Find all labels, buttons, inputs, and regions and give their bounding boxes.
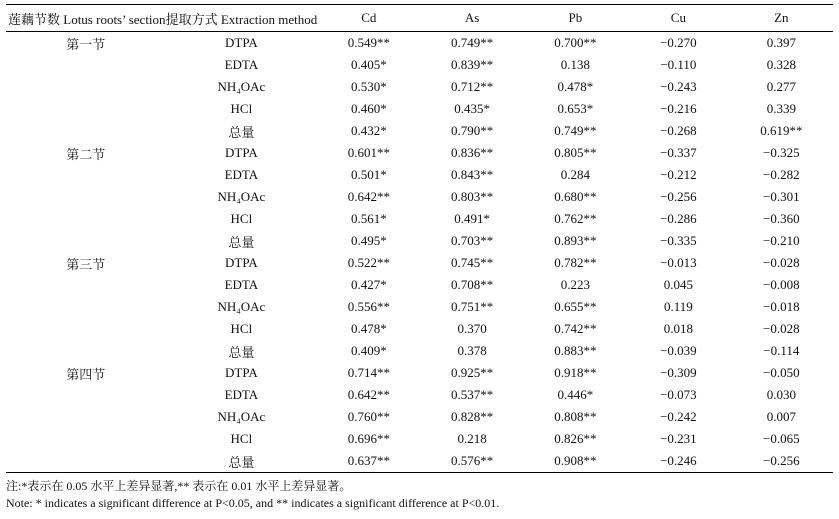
cell-zn: −0.065	[763, 431, 800, 446]
cell-cd: 0.760**	[347, 409, 390, 424]
table-row	[6, 450, 833, 473]
cell-cd: 0.501*	[350, 167, 387, 182]
cell-cu: −0.268	[660, 123, 697, 138]
table-row	[6, 384, 833, 406]
table-row	[6, 76, 833, 98]
cell-zn: −0.028	[763, 321, 800, 336]
cell-zn: 0.397	[766, 35, 796, 50]
header-cd: Cd	[317, 5, 420, 32]
cell-as: 0.836**	[451, 145, 494, 160]
cell-cu: −0.073	[660, 387, 697, 402]
cell-cd: 0.642**	[347, 189, 390, 204]
cell-as: 0.708**	[451, 277, 494, 292]
cell-zn: −0.256	[763, 453, 800, 468]
cell-as: 0.828**	[451, 409, 494, 424]
cell-as: 0.576**	[451, 453, 494, 468]
cell-as: 0.703**	[451, 233, 494, 248]
cell-zn: −0.018	[763, 299, 800, 314]
cell-pb: 0.762**	[554, 211, 597, 226]
cell-cd: 0.530*	[350, 79, 387, 94]
table-row	[6, 296, 833, 318]
table-row	[6, 274, 833, 296]
note-english: Note: * indicates a significant difference at P<0.05, and ** indicates a significant difference at P<0.01.	[6, 496, 500, 510]
cell-pb: 0.284	[560, 167, 591, 182]
cell-cd: 0.478*	[350, 321, 387, 336]
cell-cu: −0.212	[660, 167, 697, 182]
cell-section	[6, 186, 166, 208]
cell-pb: 0.655**	[554, 299, 597, 314]
cell-section	[6, 428, 166, 450]
cell-cu: 0.045	[663, 277, 693, 292]
cell-section	[6, 340, 166, 362]
cell-zn: 0.277	[766, 79, 796, 94]
cell-pb: 0.680**	[554, 189, 597, 204]
cell-cu: −0.231	[660, 431, 697, 446]
table-row	[6, 252, 833, 274]
cell-zn: 0.007	[766, 409, 796, 424]
table-row	[6, 98, 833, 120]
cell-method: HCl	[230, 321, 253, 336]
cell-section	[6, 76, 166, 98]
cell-as: 0.218	[457, 431, 487, 446]
header-pb: Pb	[524, 5, 627, 32]
cell-zn: −0.050	[763, 365, 800, 380]
cell-pb: 0.918**	[554, 365, 597, 380]
cell-section	[6, 384, 166, 406]
cell-method: NH₄OAc	[217, 299, 266, 314]
cell-pb: 0.478*	[557, 79, 594, 94]
cell-as: 0.435*	[454, 101, 490, 116]
cell-zn: 0.328	[766, 57, 796, 72]
cell-cu: 0.119	[663, 299, 693, 314]
cell-method: HCl	[230, 101, 253, 116]
cell-cd: 0.696**	[347, 431, 390, 446]
cell-section	[6, 230, 166, 252]
cell-cu: −0.039	[660, 343, 697, 358]
cell-cu: 0.018	[663, 321, 693, 336]
cell-cd: 0.495*	[350, 233, 387, 248]
cell-method: EDTA	[224, 167, 259, 182]
table-body	[6, 32, 833, 473]
cell-cd: 0.561*	[350, 211, 387, 226]
header-method: 提取方式 Extraction method	[166, 5, 318, 32]
cell-section	[6, 450, 166, 473]
table-row	[6, 164, 833, 186]
cell-section: 第三节	[66, 256, 106, 272]
cell-zn: −0.114	[763, 343, 800, 358]
cell-zn: 0.030	[766, 387, 796, 402]
table-row	[6, 186, 833, 208]
cell-cd: 0.427*	[350, 277, 387, 292]
cell-zn: 0.619**	[760, 123, 803, 138]
cell-pb: 0.826**	[554, 431, 597, 446]
cell-section	[6, 274, 166, 296]
cell-zn: −0.210	[763, 233, 800, 248]
cell-method: 总量	[228, 234, 255, 250]
cell-pb: 0.782**	[554, 255, 597, 270]
cell-pb: 0.138	[560, 57, 591, 72]
header-cu: Cu	[627, 5, 730, 32]
note-chinese: 注:*表示在 0.05 水平上差异显著,** 表示在 0.01 水平上差异显著。	[6, 479, 352, 493]
cell-cd: 0.642**	[347, 387, 390, 402]
cell-method: HCl	[230, 211, 253, 226]
cell-cu: −0.256	[660, 189, 697, 204]
cell-cu: −0.243	[660, 79, 697, 94]
cell-as: 0.537**	[451, 387, 494, 402]
table-row	[6, 318, 833, 340]
cell-cd: 0.409*	[350, 343, 387, 358]
cell-section	[6, 120, 166, 142]
header-as: As	[420, 5, 523, 32]
cell-method: DTPA	[225, 255, 258, 270]
cell-cd: 0.432*	[350, 123, 387, 138]
cell-cu: −0.242	[660, 409, 697, 424]
cell-zn: 0.339	[766, 101, 796, 116]
table-row	[6, 362, 833, 384]
cell-as: 0.790**	[451, 123, 494, 138]
cell-section	[6, 54, 166, 76]
table-row	[6, 120, 833, 142]
cell-section	[6, 98, 166, 120]
cell-pb: 0.749**	[554, 123, 597, 138]
cell-zn: −0.325	[763, 145, 800, 160]
cell-method: 总量	[228, 344, 255, 360]
cell-zn: −0.360	[763, 211, 800, 226]
table-row	[6, 406, 833, 428]
cell-cd: 0.522**	[347, 255, 390, 270]
cell-as: 0.370	[457, 321, 487, 336]
table-row	[6, 208, 833, 230]
cell-cd: 0.601**	[347, 145, 390, 160]
cell-section	[6, 296, 166, 318]
cell-zn: −0.282	[763, 167, 800, 182]
cell-cu: −0.270	[660, 35, 697, 50]
cell-cd: 0.549**	[347, 35, 390, 50]
header-section: 莲藕节数 Lotus roots’ section	[6, 5, 166, 32]
table-row	[6, 54, 833, 76]
table-notes	[6, 478, 499, 512]
cell-zn: −0.028	[763, 255, 800, 270]
cell-cu: −0.013	[660, 255, 697, 270]
cell-section: 第四节	[66, 366, 106, 382]
table-header	[6, 5, 833, 32]
cell-cd: 0.637**	[347, 453, 390, 468]
cell-as: 0.925**	[451, 365, 494, 380]
cell-section	[6, 164, 166, 186]
cell-as: 0.745**	[451, 255, 494, 270]
cell-cu: −0.110	[660, 57, 697, 72]
cell-method: EDTA	[224, 387, 259, 402]
cell-pb: 0.883**	[554, 343, 597, 358]
cell-pb: 0.653*	[557, 101, 594, 116]
cell-method: EDTA	[224, 57, 259, 72]
cell-cu: −0.216	[660, 101, 697, 116]
cell-cd: 0.556**	[347, 299, 390, 314]
cell-as: 0.712**	[451, 79, 494, 94]
cell-section	[6, 406, 166, 428]
cell-method: 总量	[228, 454, 255, 470]
cell-pb: 0.700**	[554, 35, 597, 50]
cell-pb: 0.893**	[554, 233, 597, 248]
cell-cu: −0.335	[660, 233, 697, 248]
cell-pb: 0.742**	[554, 321, 597, 336]
cell-method: 总量	[228, 124, 255, 140]
cell-as: 0.803**	[451, 189, 494, 204]
cell-pb: 0.808**	[554, 409, 597, 424]
cell-cu: −0.337	[660, 145, 697, 160]
cell-as: 0.843**	[451, 167, 494, 182]
cell-section	[6, 318, 166, 340]
cell-as: 0.751**	[451, 299, 494, 314]
cell-method: DTPA	[225, 145, 258, 160]
table-row	[6, 428, 833, 450]
table-row	[6, 32, 833, 55]
cell-method: EDTA	[224, 277, 259, 292]
table-row	[6, 230, 833, 252]
cell-cu: −0.286	[660, 211, 697, 226]
cell-as: 0.839**	[451, 57, 494, 72]
cell-method: DTPA	[225, 35, 258, 50]
cell-as: 0.749**	[451, 35, 494, 50]
cell-cd: 0.460*	[350, 101, 387, 116]
cell-cu: −0.246	[660, 453, 697, 468]
correlation-table	[6, 4, 833, 473]
table-row	[6, 340, 833, 362]
cell-pb: 0.805**	[554, 145, 597, 160]
cell-cd: 0.405*	[350, 57, 387, 72]
header-row	[6, 5, 833, 32]
cell-method: HCl	[230, 431, 253, 446]
cell-cu: −0.309	[660, 365, 697, 380]
cell-section: 第一节	[66, 36, 106, 52]
cell-zn: −0.008	[763, 277, 800, 292]
cell-as: 0.491*	[454, 211, 490, 226]
header-zn: Zn	[730, 5, 833, 32]
cell-section	[6, 208, 166, 230]
cell-as: 0.378	[457, 343, 487, 358]
cell-pb: 0.908**	[554, 453, 597, 468]
table-row	[6, 142, 833, 164]
cell-section: 第二节	[66, 146, 106, 162]
cell-pb: 0.446*	[557, 387, 594, 402]
cell-cd: 0.714**	[347, 365, 390, 380]
cell-method: NH₄OAc	[217, 79, 266, 94]
cell-method: NH₄OAc	[217, 409, 266, 424]
cell-method: NH₄OAc	[217, 189, 266, 204]
cell-zn: −0.301	[763, 189, 800, 204]
cell-pb: 0.223	[560, 277, 591, 292]
cell-method: DTPA	[225, 365, 258, 380]
